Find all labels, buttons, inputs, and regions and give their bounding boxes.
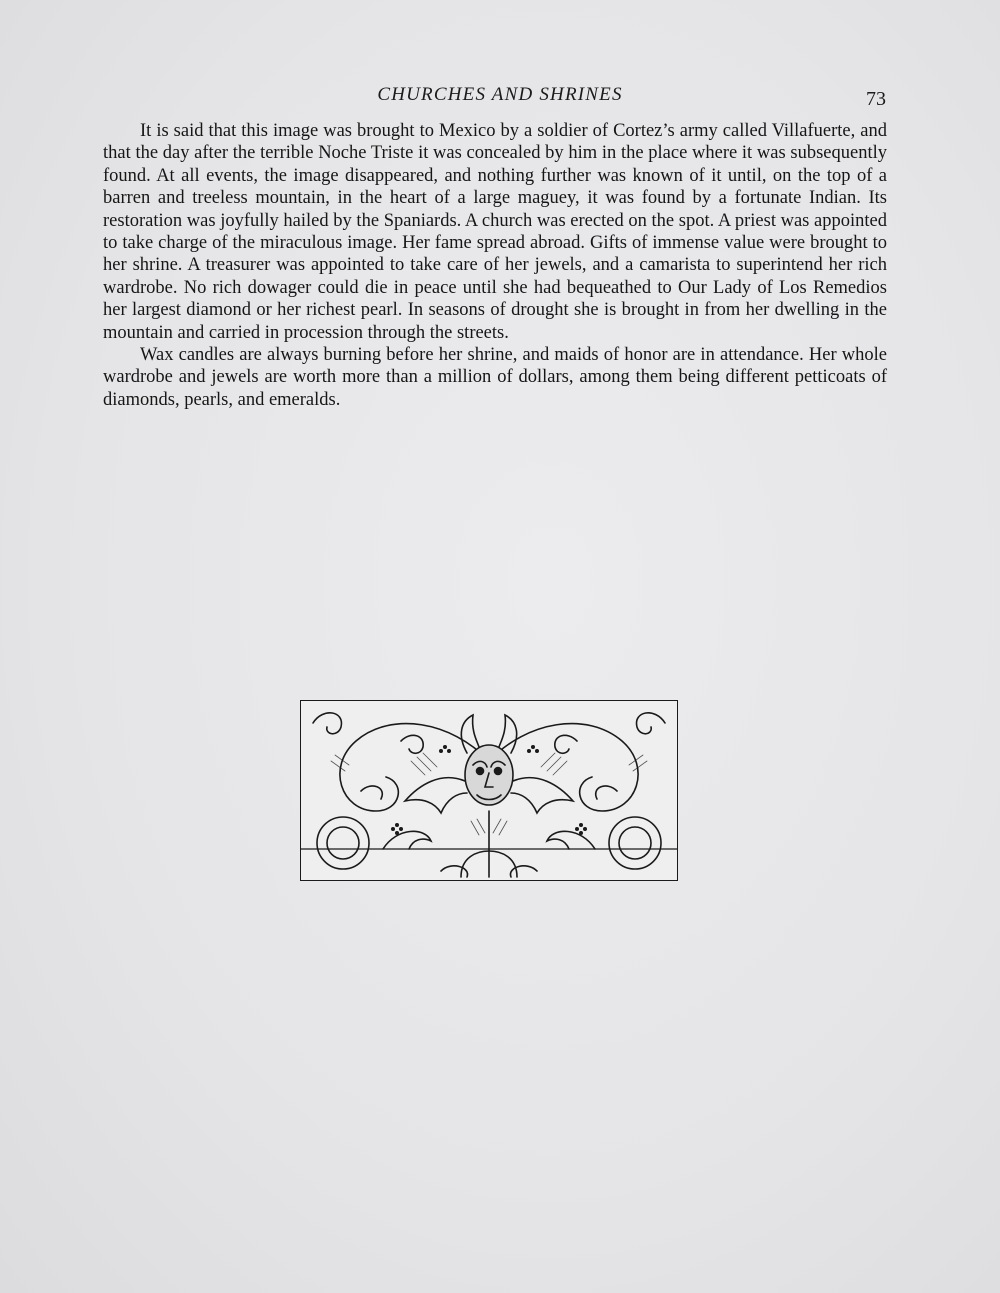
running-head: CHURCHES AND SHRINES: [377, 84, 623, 105]
grotesque-mask-foliage-ornament-icon: [301, 701, 677, 880]
page-number: 73: [866, 88, 886, 110]
ornament-engraving: [300, 700, 678, 881]
body-text: [103, 120, 887, 411]
paragraph-wax-candles: Wax candles are always burning before her shrine, and maids of honor are in attendance. Her whole wardrobe and jewels are worth more than a million of dollars, among them being different petticoats of diamonds, pearls, and emeralds.: [103, 345, 887, 410]
paragraph-remedios-history: It is said that this image was brought to Mexico by a soldier of Cortez’s army called Villafuerte, and that the day after the terrible Noche Triste it was concealed by him in the place where it was subsequently found. At all events, the image disappeared, and nothing further was known of it until, on the top of a barren and treeless mountain, in the heart of a large maguey, it was found by a fortunate Indian. Its restoration was joyfully hailed by the Spaniards. A church was erected on the spot. A priest was appointed to take charge of the miraculous image. Her fame spread abroad. Gifts of immense value were brought to her shrine. A treasurer was appointed to take care of her jewels, and a camarista to superintend her rich wardrobe. No rich dowager could die in peace until she had bequeathed to Our Lady of Los Remedios her largest diamond or her richest pearl. In seasons of drought she is brought in from her dwelling in the mountain and carried in procession through the streets.: [103, 121, 887, 343]
